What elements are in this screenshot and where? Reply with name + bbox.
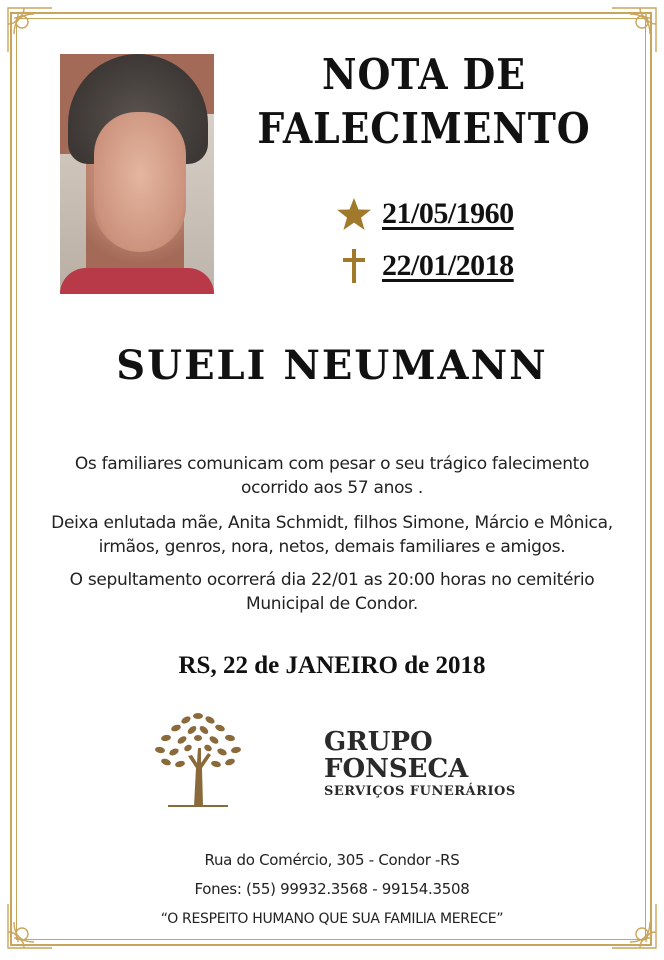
title-line-2: FALECIMENTO: [257, 104, 591, 153]
notice-date: RS, 22 de JANEIRO de 2018: [178, 652, 486, 679]
announcement-paragraph: Os familiares comunicam com pesar o seu trágico falecimento ocorrido aos 57 anos .: [74, 454, 590, 498]
brand-name-line-2: FONSECA: [324, 754, 469, 784]
corner-ornament-icon: [4, 4, 56, 56]
phone-numbers: Fones: (55) 99932.3568 - 99154.3508: [194, 880, 470, 898]
tree-icon: [148, 708, 248, 808]
deceased-name: SUELI NEUMANN: [116, 342, 548, 389]
title-line-1: NOTA DE: [322, 50, 526, 99]
slogan: “O RESPEITO HUMANO QUE SUA FAMILIA MERECE”: [160, 911, 504, 927]
brand-name-line-1: GRUPO: [324, 727, 433, 757]
star-icon: [334, 196, 374, 232]
brand-tagline: SERVIÇOS FUNERÁRIOS: [324, 784, 516, 799]
death-date: 22/01/2018: [382, 249, 514, 282]
cross-icon: [334, 248, 374, 284]
death-date-row: [334, 246, 514, 286]
address: Rua do Comércio, 305 - Condor -RS: [204, 851, 460, 869]
birth-date: 21/05/1960: [382, 197, 514, 230]
corner-ornament-icon: [608, 4, 660, 56]
survivors-paragraph: Deixa enlutada mãe, Anita Schmidt, filhos Simone, Márcio e Mônica, irmãos, genros, nora, netos, demais familiares e amigos.: [51, 513, 613, 557]
burial-paragraph: O sepultamento ocorrerá dia 22/01 as 20:00 horas no cemitério Municipal de Condor.: [69, 570, 595, 614]
deceased-photo: [60, 54, 214, 294]
birth-date-row: [334, 194, 514, 234]
